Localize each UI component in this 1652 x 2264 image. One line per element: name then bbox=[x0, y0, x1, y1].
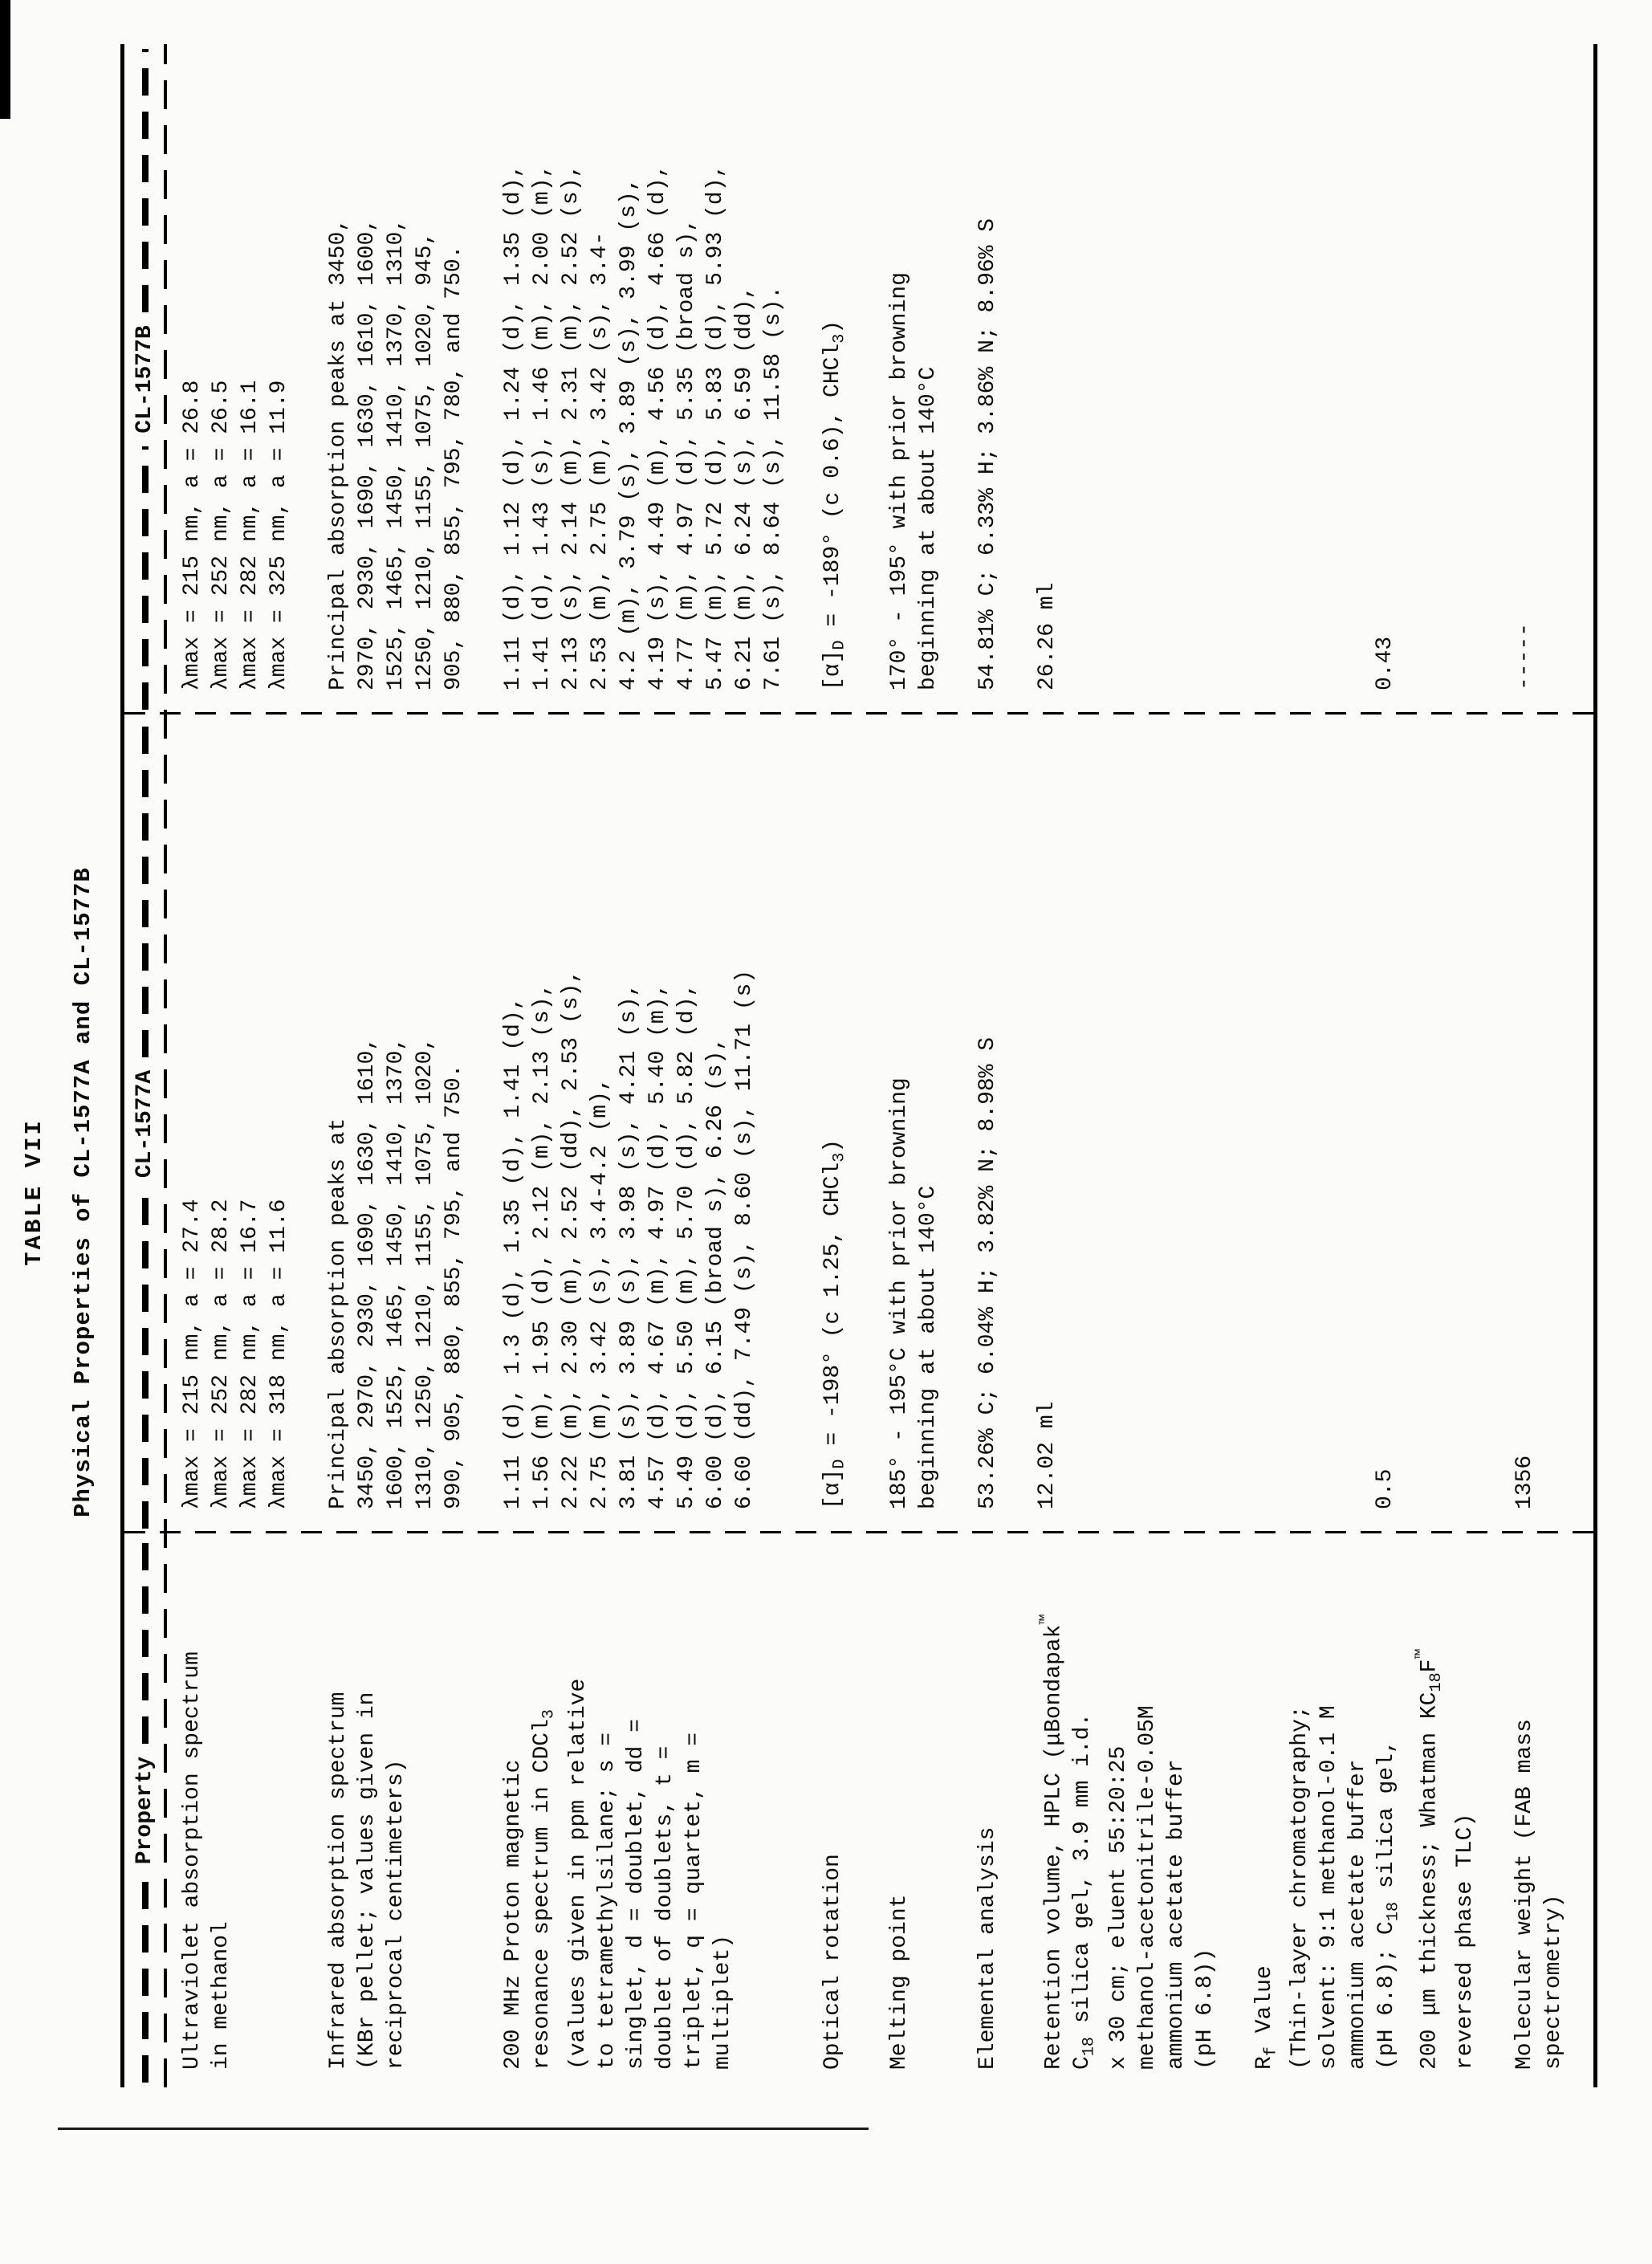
header-dash-fill bbox=[142, 1191, 149, 1529]
retention-volume-label: Retention volume, HPLC (μBondapak™ $C_{18}$ silica gel, 3.9 mm i.d. x 30 cm; eluent 55:20:25 methanol-acetonitrile-0.05M ammonium acetate buffer (pH 6.8)) bbox=[1037, 1615, 1218, 2070]
nmr-value-cl1577b: 1.11 (d), 1.12 (d), 1.24 (d), 1.35 (d), 1.41 (d), 1.43 (s), 1.46 (m), 2.00 (m), 2.13 (s), 2.14 (m), 2.31 (m), 2.52 (s), 2.53 (m), 2.75 (m), 3.42 (s), 3.4- 4.2 (m), 3.79 (s), 3.89 (s), 3.99 (s), 4.19 (s), 4.49 (m), 4.56 (d), 4.66 (d), 4.77 (m), 4.97 (d), 5.35 (broad s), 5.47 (m), 5.72 (d), 5.83 (d), 5.93 (d), 6.21 (m), 6.24 (s), 6.59 (dd), 7.61 (s), 8.64 (s), 11.58 (s). bbox=[501, 164, 786, 690]
header-dash-fill bbox=[142, 1538, 149, 1744]
optical-rotation-cl1577a: $[\alpha]_D = -198^\circ$ (c 1.25, CHCl$_3$) bbox=[820, 1138, 849, 1509]
header-label-cl1577b: CL-1577B bbox=[132, 325, 157, 434]
ir-value-cl1577b: Principal absorption peaks at 3450, 2970, 2930, 1690, 1630, 1610, 1600, 1525, 1465, 1450, 1410, 1370, 1310, 1250, 1210, 1155, 1075, 1020, 945, 905, 880, 855, 795, 780, and 750. bbox=[326, 218, 466, 690]
header-label-property: Property bbox=[132, 1756, 157, 1865]
scan-edge-line bbox=[58, 2128, 869, 2130]
table-row bbox=[313, 44, 488, 2087]
table-row bbox=[1499, 44, 1593, 2087]
scan-edge-artifact bbox=[0, 0, 10, 119]
melting-point-cl1577a: 185° - 195°C with prior browning beginning at about 140°C bbox=[886, 1077, 941, 1509]
optical-rotation-label: Optical rotation bbox=[820, 1854, 845, 2070]
rf-value-label: $R_f$ Value (Thin-layer chromatography; solvent: 9:1 methanol-0.1 M ammonium acetate buffer (pH 6.8); $C_{18}$ silica gel, 200 μm thickness; Whatman $KC_{18}F™$ reversed phase TLC) bbox=[1251, 1649, 1478, 2070]
header-dash-fill bbox=[142, 1877, 149, 2083]
header-dash-fill bbox=[142, 446, 149, 710]
table-row bbox=[962, 44, 1022, 2087]
table-row bbox=[1022, 44, 1239, 2087]
properties-table bbox=[120, 44, 1597, 2087]
uv-value-cl1577a: λmax = 215 nm, a = 27.4 λmax = 252 nm, a = 28.2 λmax = 282 nm, a = 16.7 λmax = 318 nm, a = 11.6 bbox=[180, 1199, 291, 1509]
retention-volume-cl1577a: 12.02 ml bbox=[1034, 1401, 1060, 1509]
header-cell-cl1577b bbox=[132, 44, 157, 715]
elemental-analysis-label: Elemental analysis bbox=[975, 1826, 1000, 2070]
elemental-analysis-cl1577a: 53.26% C; 6.04% H; 3.82% N; 8.98% S bbox=[975, 1036, 1000, 1509]
table-row bbox=[167, 44, 313, 2087]
header-row bbox=[124, 44, 164, 2087]
header-dash-fill bbox=[142, 49, 149, 312]
header-cell-property bbox=[132, 1533, 157, 2087]
molecular-weight-cl1577a: 1356 bbox=[1512, 1455, 1537, 1509]
header-cell-cl1577a bbox=[132, 715, 157, 1533]
optical-rotation-cl1577b: $[\alpha]_D = -189^\circ$ (c 0.6), CHCl$_3$) bbox=[820, 320, 849, 690]
ir-property-label: Infrared absorption spectrum (KBr pellet; values given in reciprocal centimeters) bbox=[326, 1692, 409, 2070]
header-dash-fill bbox=[142, 719, 149, 1057]
table-subtitle: Physical Properties of CL-1577A and CL-1577B bbox=[70, 867, 96, 1517]
retention-volume-cl1577b: 26.26 ml bbox=[1034, 582, 1060, 690]
uv-property-label: Ultraviolet absorption spectrum in methanol bbox=[180, 1651, 234, 2070]
uv-value-cl1577b: λmax = 215 nm, a = 26.8 λmax = 252 nm, a = 26.5 λmax = 282 nm, a = 16.1 λmax = 325 nm, a = 11.9 bbox=[180, 380, 291, 690]
ir-value-cl1577a: Principal absorption peaks at 3450, 2970, 2930, 1690, 1630, 1610, 1600, 1525, 1465, 1450, 1410, 1370, 1310, 1250, 1210, 1155, 1075, 1020, 990, 905, 880, 855, 795, and 750. bbox=[326, 1036, 466, 1509]
elemental-analysis-cl1577b: 54.81% C; 6.33% H; 3.86% N; 8.96% S bbox=[975, 218, 1000, 690]
melting-point-cl1577b: 170° - 195° with prior browning beginning at about 140°C bbox=[886, 272, 941, 690]
table-row bbox=[488, 44, 808, 2087]
column-divider-a-b bbox=[124, 712, 1593, 715]
nmr-property-label: 200 MHz Proton magnetic resonance spectrum in CDCl$_3$ (values given in ppm relative to tetramethylsilane; s = singlet, d = doublet, dd = doublet of doublets, t = triplet, q = quartet, m = multiplet) bbox=[501, 1678, 735, 2070]
table-row bbox=[808, 44, 874, 2087]
table-row bbox=[874, 44, 962, 2087]
rf-value-cl1577a bbox=[1239, 715, 1499, 1533]
title-block bbox=[0, 120, 96, 2264]
header-label-cl1577a: CL-1577A bbox=[132, 1069, 157, 1179]
rf-value-cl1577a-text: 0.5 bbox=[1372, 1468, 1398, 1509]
table-number-title: TABLE VII bbox=[21, 1118, 47, 1266]
nmr-value-cl1577a: 1.11 (d), 1.3 (d), 1.35 (d), 1.41 (d), 1.56 (m), 1.95 (d), 2.12 (m), 2.13 (s), 2.22 (m), 2.30 (m), 2.52 (dd), 2.53 (s), 2.75 (m), 3.42 (s), 3.4-4.2 (m), 3.81 (s), 3.89 (s), 3.98 (s), 4.21 (s), 4.57 (d), 4.67 (m), 4.97 (d), 5.40 (m), 5.49 (d), 5.50 (m), 5.70 (d), 5.82 (d), 6.00 (d), 6.15 (broad s), 6.26 (s), 6.60 (dd), 7.49 (s), 8.60 (s), 11.71 (s) bbox=[501, 969, 757, 1509]
molecular-weight-cl1577b: ----- bbox=[1512, 622, 1537, 690]
table-row bbox=[1239, 44, 1499, 2087]
melting-point-label: Melting point bbox=[886, 1894, 912, 2070]
rf-value-cl1577b-text: 0.43 bbox=[1372, 636, 1398, 690]
rf-value-cl1577b bbox=[1239, 44, 1499, 715]
column-divider-property-a bbox=[124, 1531, 1593, 1533]
molecular-weight-label: Molecular weight (FAB mass spectrometry) bbox=[1512, 1719, 1566, 2070]
